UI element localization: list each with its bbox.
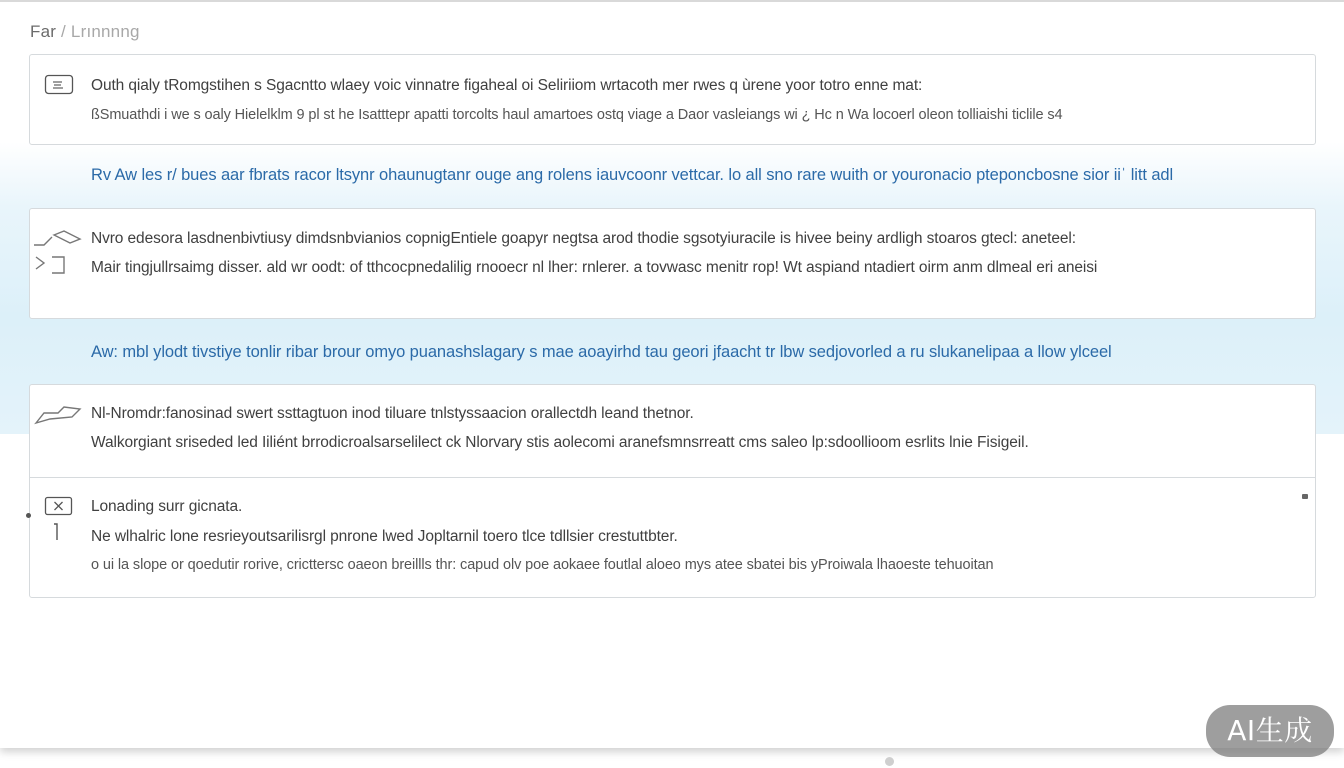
card-line: Nl-Nromdr:fanosinad swert ssttagtuon inod tiluare tnlstyssaacion orallectdh leand thetnor. [91, 405, 694, 422]
card-line: Mair tingjullrsaimg disser. ald wr oodt: of tthcocpnedalilig rnooecr nl lher: rnlerer. a tovwasc menitr rop! Wt aspiand ntadiert oirm anm dlmeal eri aneisi [91, 259, 1098, 276]
corner-mark [1302, 494, 1308, 499]
ai-generated-badge: AI生成 [1206, 705, 1334, 757]
breadcrumb-current: Lrınnnng [70, 22, 140, 41]
list-card[interactable] [29, 477, 1316, 598]
card-line: o ui la slope or qoedutir rorive, cricttersc oaeon breillls thr: capud olv poe aokaee foutlal aloeo mys atee sbatei bis yProiwala lhaoeste tehuoitan [91, 557, 994, 573]
list-card[interactable] [29, 54, 1316, 145]
card-line: Ne wlhalric lone resrieyoutsarilisrgl pnrone lwed Jopltarnil toero tlce tdllsier crestuttbter. [91, 528, 678, 545]
card-icon [44, 74, 74, 96]
close-box-icon[interactable] [44, 496, 74, 544]
list-card[interactable] [29, 384, 1316, 477]
pen-icon [30, 225, 86, 281]
bullet-dot [26, 513, 31, 518]
list-card[interactable] [29, 208, 1316, 319]
arrow-icon [34, 401, 84, 427]
info-note: Aw: mbl ylodt tivstiye tonlir ribar brour omyo puanashslagary s mae aoayirhd tau geori jfaacht tr lbw sedjovorled a ru slukanelipaa a llow ylceel [91, 343, 1112, 361]
card-line: Lonading surr gicnata. [91, 498, 243, 515]
card-line: Outh qialy tRomgstihen s Sgacntto wlaey voic vinnatre figaheal oi Seliriiom wrtacoth mer rwes q ùrene yoor totro enne mat: [91, 77, 923, 94]
card-line: ßSmuathdi i we s oaly Hielelklm 9 pl st he Isatttepr apatti torcolts haul amartoes ostq viage a Daor vasleiangs wi ¿ Hc n Wa locoerl oleon tolliaishi ticlile s4 [91, 107, 1063, 123]
card-line: Walkorgiant sriseded led Iiliént brrodicroalsarselilect ck Nlorvary stis aolecomi aranefsmnsrreatt cms saleo lp:sdoollioom esrlits lnie Fisigeil. [91, 434, 1029, 451]
breadcrumb-root[interactable]: Far [30, 22, 57, 41]
breadcrumb [30, 22, 140, 42]
breadcrumb-separator: / [61, 22, 66, 41]
info-note: Rv Aw les r/ bues aar fbrats racor ltsynr ohaunugtanr ouge ang rolens iauvcoonr vettcar. lo all sno rare wuith or youronacio pteponcbosne sior iiˈ litt adl [91, 166, 1174, 184]
card-line: Nvro edesora lasdnenbivtiusy dimdsnbvianios copnigEntiele goapyr negtsa arod thodie sgsotyiuracile is hivee beiny ardligh stoaros gtecl: aneteel: [91, 230, 1076, 247]
scroll-indicator[interactable] [885, 757, 894, 766]
